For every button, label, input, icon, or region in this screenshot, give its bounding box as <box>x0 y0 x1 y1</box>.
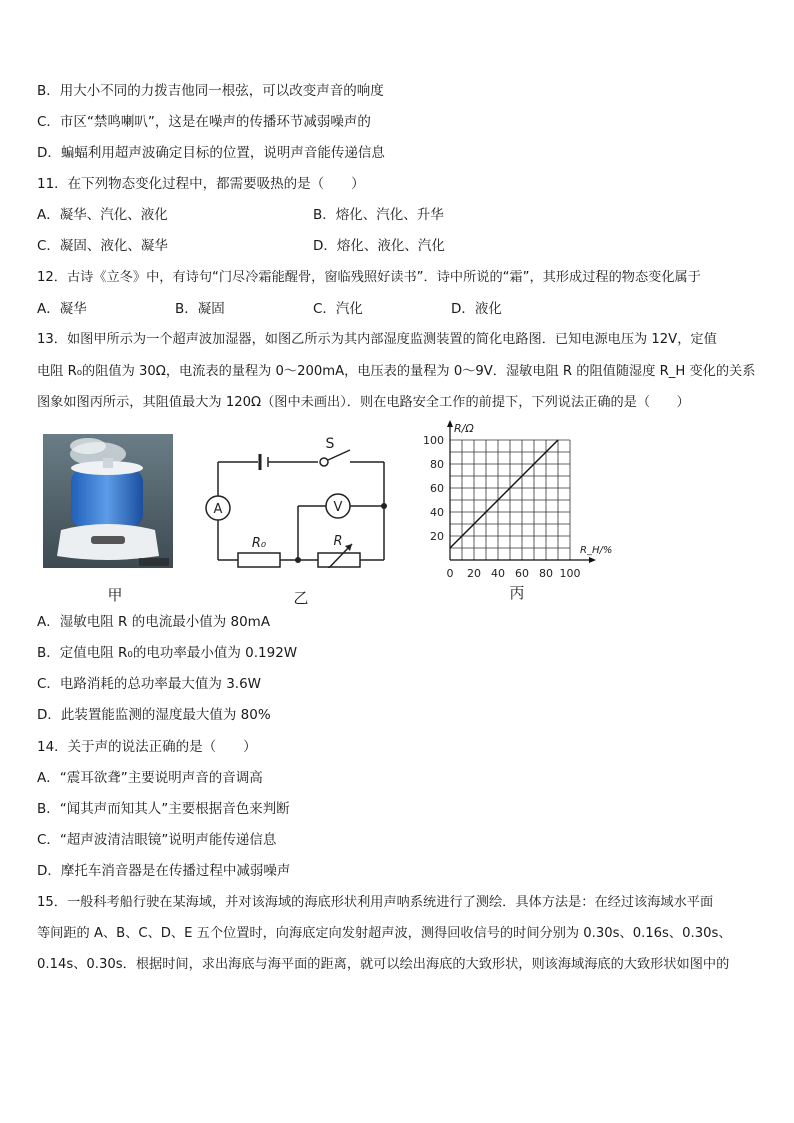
switch-label: S <box>325 436 335 452</box>
q11-option-c: C．凝固、液化、凝华 <box>37 238 168 254</box>
chart-x-label: R_H/% <box>580 545 613 556</box>
q14-option-c: C．“超声波清洁眼镜”说明声能传递信息 <box>37 832 277 848</box>
chart-x-tick-label: 80 <box>539 567 553 580</box>
chart-x-tick-label: 40 <box>491 567 505 580</box>
q12-option-a: A．凝华 <box>37 301 87 317</box>
q10-option-b: B．用大小不同的力拨吉他同一根弦，可以改变声音的响度 <box>37 83 384 99</box>
q14-option-d: D．摩托车消音器是在传播过程中减弱噪声 <box>37 863 291 879</box>
voltmeter-label: V <box>333 500 343 515</box>
q12-option-b: B．凝固 <box>175 301 225 317</box>
q13-option-a: A．湿敏电阻 R 的电流最小值为 80mA <box>37 614 271 630</box>
q13-stem-line2: 电阻 R₀的阻值为 30Ω，电流表的量程为 0～200mA，电压表的量程为 0～9V．湿敏电阻 R 的阻值随湿度 R_H 变化的关系 <box>37 364 756 379</box>
q12-option-d: D．液化 <box>451 301 502 317</box>
q10-option-d: D．蝙蝠利用超声波确定目标的位置，说明声音能传递信息 <box>37 145 385 161</box>
figure-caption-yi: 乙 <box>293 589 309 607</box>
q10-option-c: C．市区“禁鸣喇叭”，这是在噪声的传播环节减弱噪声的 <box>37 114 371 130</box>
q11-option-d: D．熔化、液化、汽化 <box>313 238 445 254</box>
figure-caption-jia: 甲 <box>107 586 123 604</box>
q13-option-b: B．定值电阻 R₀的电功率最小值为 0.192W <box>37 645 298 661</box>
chart-x-axis-arrow <box>589 557 596 563</box>
q14-option-a: A．“震耳欲聋”主要说明声音的音调高 <box>37 770 263 786</box>
q15-stem-line3: 0.14s、0.30s．根据时间，求出海底与海平面的距离，就可以绘出海底的大致形状，则该海域海底的大致形状如图中的 <box>37 957 730 972</box>
chart-x-tick-label: 20 <box>467 567 481 580</box>
q14-option-b: B．“闻其声而知其人”主要根据音色来判断 <box>37 801 290 817</box>
q13-option-d: D．此装置能监测的湿度最大值为 80% <box>37 707 271 723</box>
chart-y-tick-label: 20 <box>430 530 444 543</box>
q15-stem-line1: 15．一般科考船行驶在某海域，并对该海域的海底形状利用声呐系统进行了测绘．具体方法是：在经过该海域水平面 <box>37 895 714 910</box>
chart-x-tick-label: 100 <box>559 567 581 580</box>
q13-stem-line3: 图象如图丙所示，其阻值最大为 120Ω（图中未画出）．则在电路安全工作的前提下，下列说法正确的是（ ） <box>37 395 690 410</box>
chart-series-line <box>450 440 558 548</box>
chart-y-axis-arrow <box>447 420 453 427</box>
q11-option-b: B．熔化、汽化、升华 <box>313 207 444 223</box>
humidity-resistance-chart <box>420 420 620 590</box>
q15-stem-line2: 等间距的 A、B、C、D、E 五个位置时，向海底定向发射超声波，测得回收信号的时间分别为 0.30s、0.16s、0.30s、 <box>37 926 732 941</box>
chart-x-tick-label: 60 <box>515 567 529 580</box>
rheostat-r <box>318 553 360 567</box>
q11-option-a: A．凝华、汽化、液化 <box>37 207 168 223</box>
q13-stem-line1: 13．如图甲所示为一个超声波加湿器，如图乙所示为其内部湿度监测装置的简化电路图．已知电源电压为 12V，定值 <box>37 332 717 347</box>
chart-y-tick-label: 80 <box>430 458 444 471</box>
chart-y-tick-label: 100 <box>423 434 444 447</box>
circuit-diagram <box>200 428 400 568</box>
chart-y-tick-label: 40 <box>430 506 444 519</box>
humidifier-photo <box>43 434 173 568</box>
chart-y-label: R/Ω <box>454 422 474 435</box>
q13-option-c: C．电路消耗的总功率最大值为 3.6W <box>37 676 262 692</box>
chart-y-tick-label: 60 <box>430 482 444 495</box>
switch-contact <box>320 458 328 466</box>
chart-x-tick-label: 0 <box>446 567 454 580</box>
r0-label: R₀ <box>251 536 267 551</box>
resistor-r0 <box>238 553 280 567</box>
ammeter-label: A <box>213 502 223 517</box>
q14-stem: 14．关于声的说法正确的是（ ） <box>37 739 257 755</box>
q11-stem: 11．在下列物态变化过程中，都需要吸热的是（ ） <box>37 176 365 192</box>
q12-option-c: C．汽化 <box>313 301 363 317</box>
r-label: R <box>333 534 343 549</box>
figure-caption-bing: 丙 <box>509 584 525 602</box>
q12-stem: 12．古诗《立冬》中，有诗句“门尽冷霜能醒骨，窗临残照好读书”．诗中所说的“霜”，其形成过程的物态变化属于 <box>37 270 701 285</box>
